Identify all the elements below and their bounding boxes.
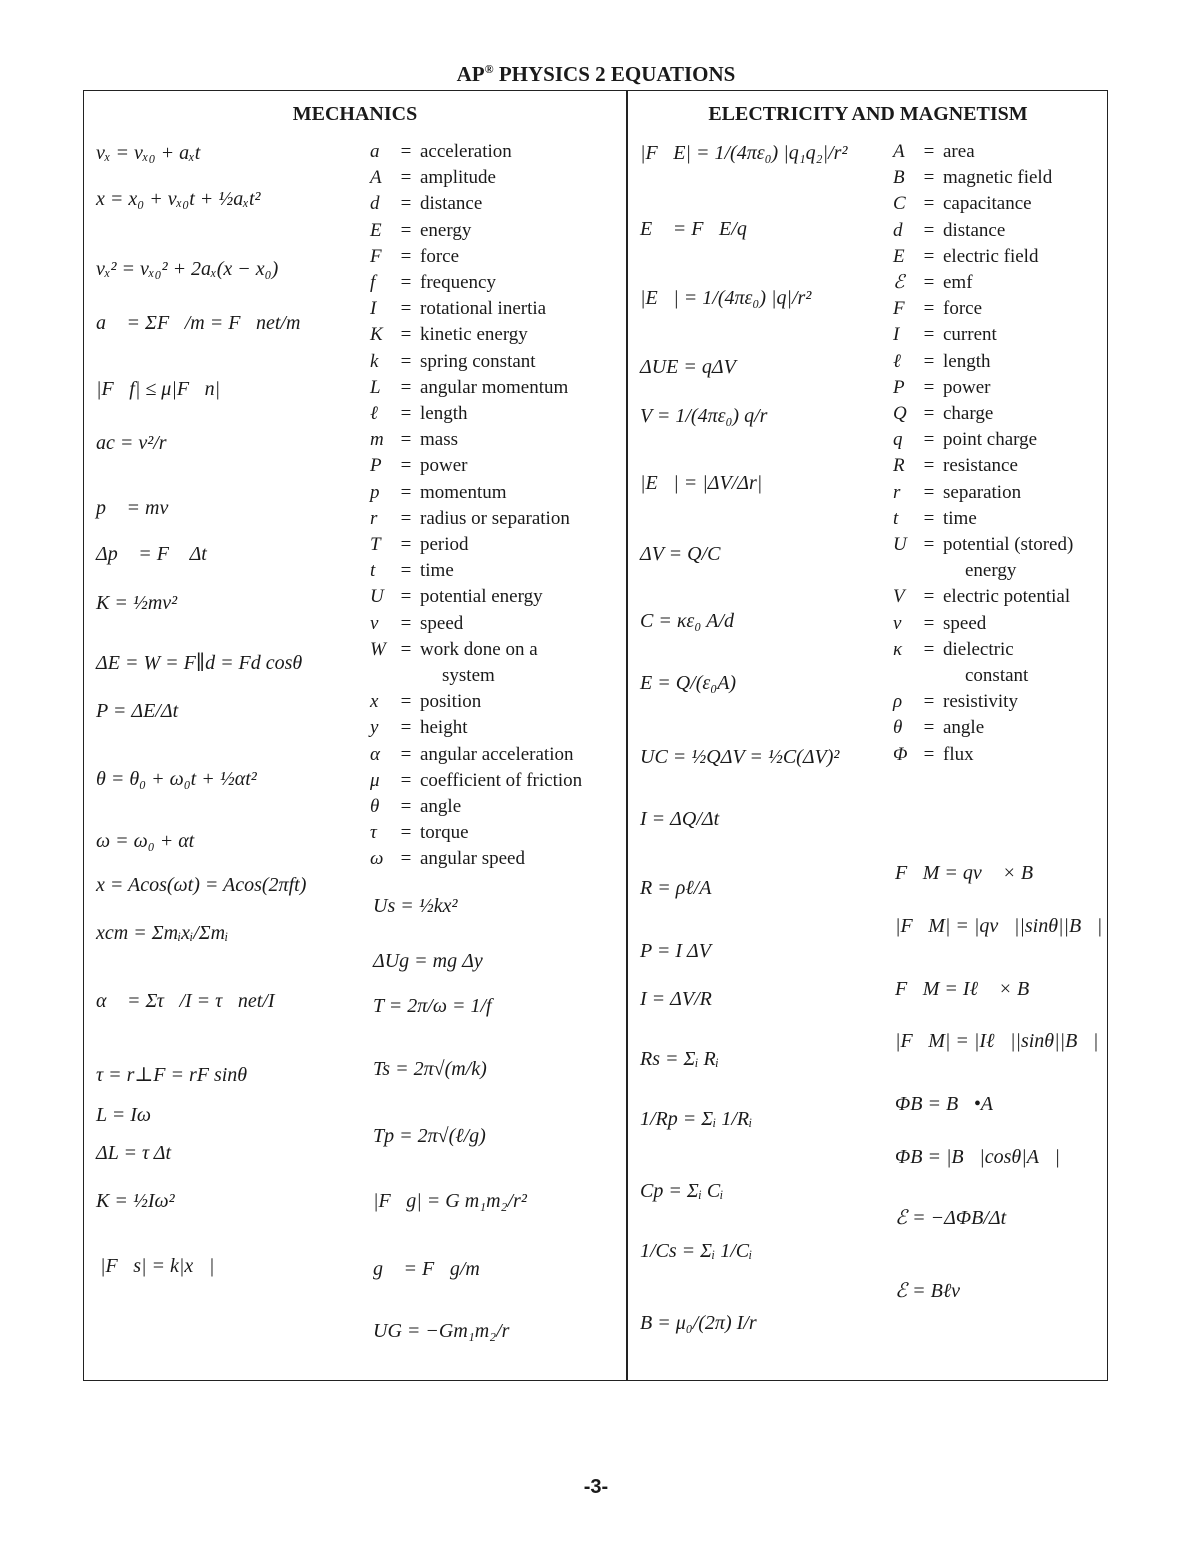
variable-symbol: P — [893, 376, 905, 398]
equation: ω = ω₀ + αt — [96, 830, 195, 852]
variable-definition — [893, 165, 1073, 191]
equals-sign: = — [923, 272, 935, 294]
variable-definition — [893, 532, 1073, 558]
variable-definition — [893, 611, 1073, 637]
variable-meaning: power — [943, 376, 991, 398]
variable-definition — [370, 506, 582, 532]
variable-meaning: power — [420, 455, 468, 477]
variable-meaning: momentum — [420, 481, 507, 503]
equals-sign: = — [400, 796, 412, 818]
variable-definition — [370, 296, 582, 322]
variable-meaning: period — [420, 534, 469, 556]
equals-sign: = — [400, 612, 412, 634]
equals-sign: = — [400, 403, 412, 425]
equals-sign: = — [400, 429, 412, 451]
variable-symbol: P — [370, 455, 382, 477]
variable-symbol: μ — [370, 769, 380, 791]
equation: L = Iω — [96, 1104, 152, 1126]
variable-definition — [893, 715, 1073, 741]
equals-sign: = — [400, 534, 412, 556]
variable-symbol: F — [370, 245, 382, 267]
variable-symbol: ℰ — [893, 272, 905, 294]
equation: Rs = Σᵢ Rᵢ — [640, 1048, 719, 1070]
variable-definition — [370, 191, 582, 217]
equals-sign: = — [923, 481, 935, 503]
variable-symbol: T — [370, 534, 381, 556]
variable-definition — [370, 453, 582, 479]
equals-sign: = — [400, 822, 412, 844]
equation: x = x₀ + vₓ₀t + ½aₓt² — [96, 188, 261, 210]
equation: K = ½Iω² — [96, 1190, 175, 1212]
variable-definition — [893, 191, 1073, 217]
variable-symbol: ℓ — [893, 350, 901, 372]
equals-sign: = — [923, 717, 935, 739]
equals-sign: = — [400, 455, 412, 477]
variable-definition — [893, 270, 1073, 296]
variable-symbol: I — [893, 324, 900, 346]
equals-sign: = — [923, 638, 935, 660]
variable-meaning: length — [943, 350, 991, 372]
equation: vₓ² = vₓ₀² + 2aₓ(x − x₀) — [96, 258, 279, 280]
variable-symbol: ρ — [893, 691, 903, 713]
variable-meaning: kinetic energy — [420, 324, 528, 346]
variable-definition — [893, 375, 1073, 401]
variable-symbol: E — [893, 245, 905, 267]
equals-sign: = — [923, 376, 935, 398]
equation: 1/Rp = Σᵢ 1/Rᵢ — [640, 1108, 753, 1130]
variable-meaning: resistance — [943, 455, 1018, 477]
variable-symbol: U — [370, 586, 384, 608]
variable-meaning: angular momentum — [420, 376, 569, 398]
variable-definition — [370, 820, 582, 846]
variable-meaning: area — [943, 141, 975, 162]
variable-meaning: electric field — [943, 245, 1039, 267]
variable-meaning: frequency — [420, 272, 496, 294]
variable-meaning: torque — [420, 822, 469, 844]
equation: ΔUg = mg Δy — [373, 950, 483, 972]
variable-symbol: θ — [893, 717, 903, 739]
variable-symbol: d — [370, 193, 380, 215]
equals-sign: = — [923, 141, 935, 162]
variable-definition — [370, 165, 582, 191]
variable-meaning: force — [943, 298, 983, 320]
variable-symbol: d — [893, 219, 903, 241]
variable-meaning: spring constant — [420, 350, 536, 372]
variable-meaning: mass — [420, 429, 458, 451]
variable-symbol: v — [370, 612, 379, 634]
variable-symbol: m — [370, 429, 384, 451]
variable-definition — [893, 349, 1073, 375]
variable-definition — [893, 139, 1073, 165]
column-divider — [626, 90, 628, 1381]
variable-meaning: force — [420, 245, 460, 267]
variable-meaning: dielectric — [943, 638, 1014, 660]
equation: vₓ = vₓ₀ + aₓt — [96, 142, 201, 164]
equals-sign: = — [400, 219, 412, 241]
equals-sign: = — [400, 350, 412, 372]
variable-meaning: length — [420, 403, 468, 425]
equation: ac = v²/r — [96, 432, 167, 454]
variable-meaning: angle — [420, 796, 462, 818]
page-title: AP® PHYSICS 2 EQUATIONS — [456, 62, 736, 86]
variable-meaning: flux — [943, 743, 974, 765]
variable-meaning: separation — [943, 481, 1022, 503]
variable-meaning: magnetic field — [943, 167, 1053, 189]
mechanics-heading: MECHANICS — [292, 103, 418, 125]
variable-definition — [370, 427, 582, 453]
variable-meaning: angle — [943, 717, 985, 739]
variable-symbol: q — [893, 429, 903, 451]
variable-symbol: t — [893, 507, 899, 529]
variable-symbol: A — [370, 167, 382, 189]
equation: |F⃗g| = G m₁m₂/r² — [373, 1190, 527, 1212]
equals-sign: = — [923, 298, 935, 320]
equation: P = I ΔV — [640, 940, 711, 962]
variable-meaning: position — [420, 691, 482, 713]
equals-sign: = — [400, 743, 412, 765]
variable-definition — [370, 480, 582, 506]
equation: α⃗ = Στ⃗/I = τ⃗net/I — [96, 990, 275, 1012]
equals-sign: = — [400, 481, 412, 503]
equals-sign: = — [400, 717, 412, 739]
equation: I = ΔV/R — [640, 988, 712, 1010]
variable-definition — [370, 742, 582, 768]
equals-sign: = — [923, 167, 935, 189]
variable-definition — [893, 218, 1073, 244]
variable-symbol: I — [370, 298, 377, 320]
equation: UG = −Gm₁m₂/r — [373, 1320, 510, 1342]
equals-sign: = — [923, 193, 935, 215]
variable-definition — [893, 742, 1073, 768]
equals-sign: = — [400, 560, 412, 582]
equation: Δp⃗ = F⃗ Δt — [96, 543, 207, 565]
variable-symbol: τ — [370, 822, 377, 844]
mechanics-variable-list — [370, 139, 582, 873]
variable-meaning: height — [420, 717, 468, 739]
variable-symbol: W — [370, 638, 386, 660]
variable-symbol: F — [893, 298, 905, 320]
variable-meaning: potential (stored) — [943, 534, 1074, 556]
variable-meaning: radius or separation — [420, 507, 570, 529]
equation: ℰ = −ΔΦB/Δt — [895, 1207, 1007, 1229]
equals-sign: = — [923, 245, 935, 267]
variable-definition — [893, 637, 1073, 663]
variable-symbol: E — [370, 219, 382, 241]
variable-symbol: v — [893, 612, 902, 634]
equation: g⃗ = F⃗g/m — [373, 1258, 480, 1280]
equals-sign: = — [400, 141, 412, 162]
equals-sign: = — [923, 429, 935, 451]
variable-definition — [893, 244, 1073, 270]
equals-sign: = — [923, 586, 935, 608]
equation: xcm = Σmᵢxᵢ/Σmᵢ — [96, 922, 229, 944]
variable-definition — [893, 296, 1073, 322]
variable-symbol: R — [893, 455, 905, 477]
equals-sign: = — [400, 586, 412, 608]
equation: |F⃗M| = |qv⃗||sinθ||B⃗| — [895, 915, 1103, 937]
variable-symbol: x — [370, 691, 379, 713]
equation: E = Q/(ε₀A) — [640, 672, 737, 694]
variable-definition — [370, 322, 582, 348]
equation: a⃗ = ΣF⃗/m = F⃗net/m — [96, 312, 301, 334]
equals-sign: = — [923, 219, 935, 241]
variable-meaning: work done on a — [420, 638, 538, 660]
variable-symbol: Φ — [893, 743, 908, 765]
equals-sign: = — [923, 612, 935, 634]
variable-symbol: κ — [893, 638, 903, 660]
variable-definition — [370, 846, 582, 872]
variable-symbol: A — [893, 141, 905, 162]
equation: F⃗M = qv⃗ × B⃗ — [895, 862, 1049, 884]
variable-symbol: f — [370, 272, 376, 294]
variable-meaning: angular speed — [420, 848, 525, 870]
equals-sign: = — [923, 507, 935, 529]
variable-symbol: ω — [370, 848, 384, 870]
variable-definition — [893, 506, 1073, 532]
variable-definition — [893, 401, 1073, 427]
equals-sign: = — [400, 691, 412, 713]
equation: x = Acos(ωt) = Acos(2πft) — [96, 874, 307, 896]
em-variable-list — [893, 139, 1073, 768]
variable-definition — [893, 427, 1073, 453]
variable-symbol: V — [893, 586, 905, 608]
variable-symbol: U — [893, 534, 907, 556]
equals-sign: = — [400, 324, 412, 346]
variable-symbol: B — [893, 167, 905, 189]
variable-symbol: ℓ — [370, 403, 378, 425]
equals-sign: = — [923, 324, 935, 346]
variable-symbol: p — [370, 481, 380, 503]
equals-sign: = — [923, 534, 935, 556]
equation: ΦB = B⃗•A⃗ — [895, 1093, 1009, 1115]
equation: τ = r⊥F = rF sinθ — [96, 1064, 248, 1086]
variable-definition-continued: constant — [965, 665, 1029, 687]
equals-sign: = — [400, 848, 412, 870]
equals-sign: = — [400, 298, 412, 320]
equation: R = ρℓ/A — [640, 877, 712, 899]
variable-definition — [370, 637, 582, 663]
variable-definition — [370, 558, 582, 584]
variable-symbol: L — [370, 376, 381, 398]
page-number: -3- — [583, 1476, 609, 1498]
equation: Ts = 2π√(m/k) — [373, 1058, 487, 1080]
variable-definition — [370, 139, 582, 165]
equation: E⃗ = F⃗E/q — [640, 218, 747, 240]
variable-meaning: rotational inertia — [420, 298, 547, 320]
variable-symbol: a — [370, 141, 380, 162]
equation: T = 2π/ω = 1/f — [373, 995, 492, 1017]
variable-meaning: resistivity — [943, 691, 1018, 713]
variable-symbol: C — [893, 193, 906, 215]
variable-symbol: t — [370, 560, 376, 582]
equation: |F⃗M| = |Iℓ⃗||sinθ||B⃗| — [895, 1030, 1099, 1052]
variable-definition — [370, 584, 582, 610]
variable-symbol: k — [370, 350, 379, 372]
variable-definition — [370, 375, 582, 401]
equals-sign: = — [400, 245, 412, 267]
equals-sign: = — [400, 272, 412, 294]
variable-definition — [893, 689, 1073, 715]
variable-definition — [370, 689, 582, 715]
em-heading: ELECTRICITY AND MAGNETISM — [708, 103, 1028, 125]
variable-meaning: speed — [943, 612, 987, 634]
equation: ΔUE = qΔV — [640, 356, 736, 378]
equation: C = κε₀ A/d — [640, 610, 735, 632]
equals-sign: = — [400, 507, 412, 529]
equation: ΔL = τ Δt — [96, 1142, 172, 1164]
equation: |E⃗| = |ΔV/Δr| — [640, 472, 763, 494]
variable-definition — [370, 270, 582, 296]
equals-sign: = — [923, 403, 935, 425]
equation: B = μ₀/(2π) I/r — [640, 1312, 757, 1334]
variable-meaning: amplitude — [420, 167, 496, 189]
variable-definition — [370, 349, 582, 375]
equals-sign: = — [400, 376, 412, 398]
variable-definition — [893, 480, 1073, 506]
equals-sign: = — [400, 638, 412, 660]
variable-symbol: Q — [893, 403, 907, 425]
variable-meaning: distance — [943, 219, 1006, 241]
variable-definition — [370, 401, 582, 427]
variable-definition-continued: system — [442, 665, 495, 687]
equation: |E⃗| = 1/(4πε₀) |q|/r² — [640, 287, 812, 309]
variable-definition — [893, 322, 1073, 348]
variable-meaning: charge — [943, 403, 994, 425]
equation: θ = θ₀ + ω₀t + ½αt² — [96, 768, 257, 790]
variable-definition — [893, 584, 1073, 610]
variable-meaning: emf — [943, 272, 973, 294]
equation: Us = ½kx² — [373, 895, 458, 917]
equation: V = 1/(4πε₀) q/r — [640, 405, 768, 427]
equals-sign: = — [400, 167, 412, 189]
equation: K = ½mv² — [96, 592, 178, 614]
variable-definition-continued: energy — [965, 560, 1017, 582]
equals-sign: = — [923, 743, 935, 765]
variable-definition — [370, 768, 582, 794]
equation: |F⃗E| = 1/(4πε₀) |q₁q₂|/r² — [640, 142, 848, 164]
equation: |F⃗s| = k|x⃗| — [100, 1255, 215, 1277]
variable-definition — [893, 453, 1073, 479]
equation: Tp = 2π√(ℓ/g) — [373, 1125, 486, 1147]
equation: I = ΔQ/Δt — [640, 808, 720, 830]
variable-definition — [370, 244, 582, 270]
variable-meaning: angular acceleration — [420, 743, 574, 765]
equation: P = ΔE/Δt — [96, 700, 179, 722]
variable-meaning: time — [420, 560, 454, 582]
equation: ℰ = Bℓv — [895, 1280, 961, 1302]
equals-sign: = — [400, 769, 412, 791]
variable-symbol: r — [893, 481, 901, 503]
equation: ΔE = W = F∥d = Fd cosθ — [96, 652, 303, 674]
variable-symbol: α — [370, 743, 380, 765]
equation: F⃗M = Iℓ⃗ × B⃗ — [895, 978, 1045, 1000]
variable-symbol: θ — [370, 796, 380, 818]
equals-sign: = — [923, 691, 935, 713]
variable-meaning: energy — [420, 219, 472, 241]
equation: UC = ½QΔV = ½C(ΔV)² — [640, 746, 840, 768]
variable-definition — [370, 794, 582, 820]
variable-meaning: electric potential — [943, 586, 1071, 608]
variable-definition — [370, 218, 582, 244]
variable-meaning: point charge — [943, 429, 1038, 451]
equation: |F⃗f| ≤ μ|F⃗n| — [96, 378, 221, 400]
equation: Cp = Σᵢ Cᵢ — [640, 1180, 724, 1202]
variable-meaning: distance — [420, 193, 483, 215]
variable-definition — [370, 532, 582, 558]
variable-meaning: capacitance — [943, 193, 1032, 215]
equals-sign: = — [923, 455, 935, 477]
equation: p⃗ = mv⃗ — [96, 497, 184, 519]
variable-definition — [370, 715, 582, 741]
variable-meaning: coefficient of friction — [420, 769, 583, 791]
variable-meaning: acceleration — [420, 141, 512, 162]
equals-sign: = — [923, 350, 935, 372]
variable-meaning: time — [943, 507, 977, 529]
variable-meaning: speed — [420, 612, 464, 634]
equation: 1/Cs = Σᵢ 1/Cᵢ — [640, 1240, 753, 1262]
equation: ΔV = Q/C — [640, 543, 721, 565]
variable-meaning: current — [943, 324, 997, 346]
equals-sign: = — [400, 193, 412, 215]
variable-symbol: r — [370, 507, 378, 529]
variable-symbol: y — [370, 717, 379, 739]
equation: ΦB = |B⃗|cosθ|A⃗| — [895, 1146, 1060, 1168]
variable-definition — [370, 611, 582, 637]
variable-meaning: potential energy — [420, 586, 543, 608]
variable-symbol: K — [370, 324, 383, 346]
